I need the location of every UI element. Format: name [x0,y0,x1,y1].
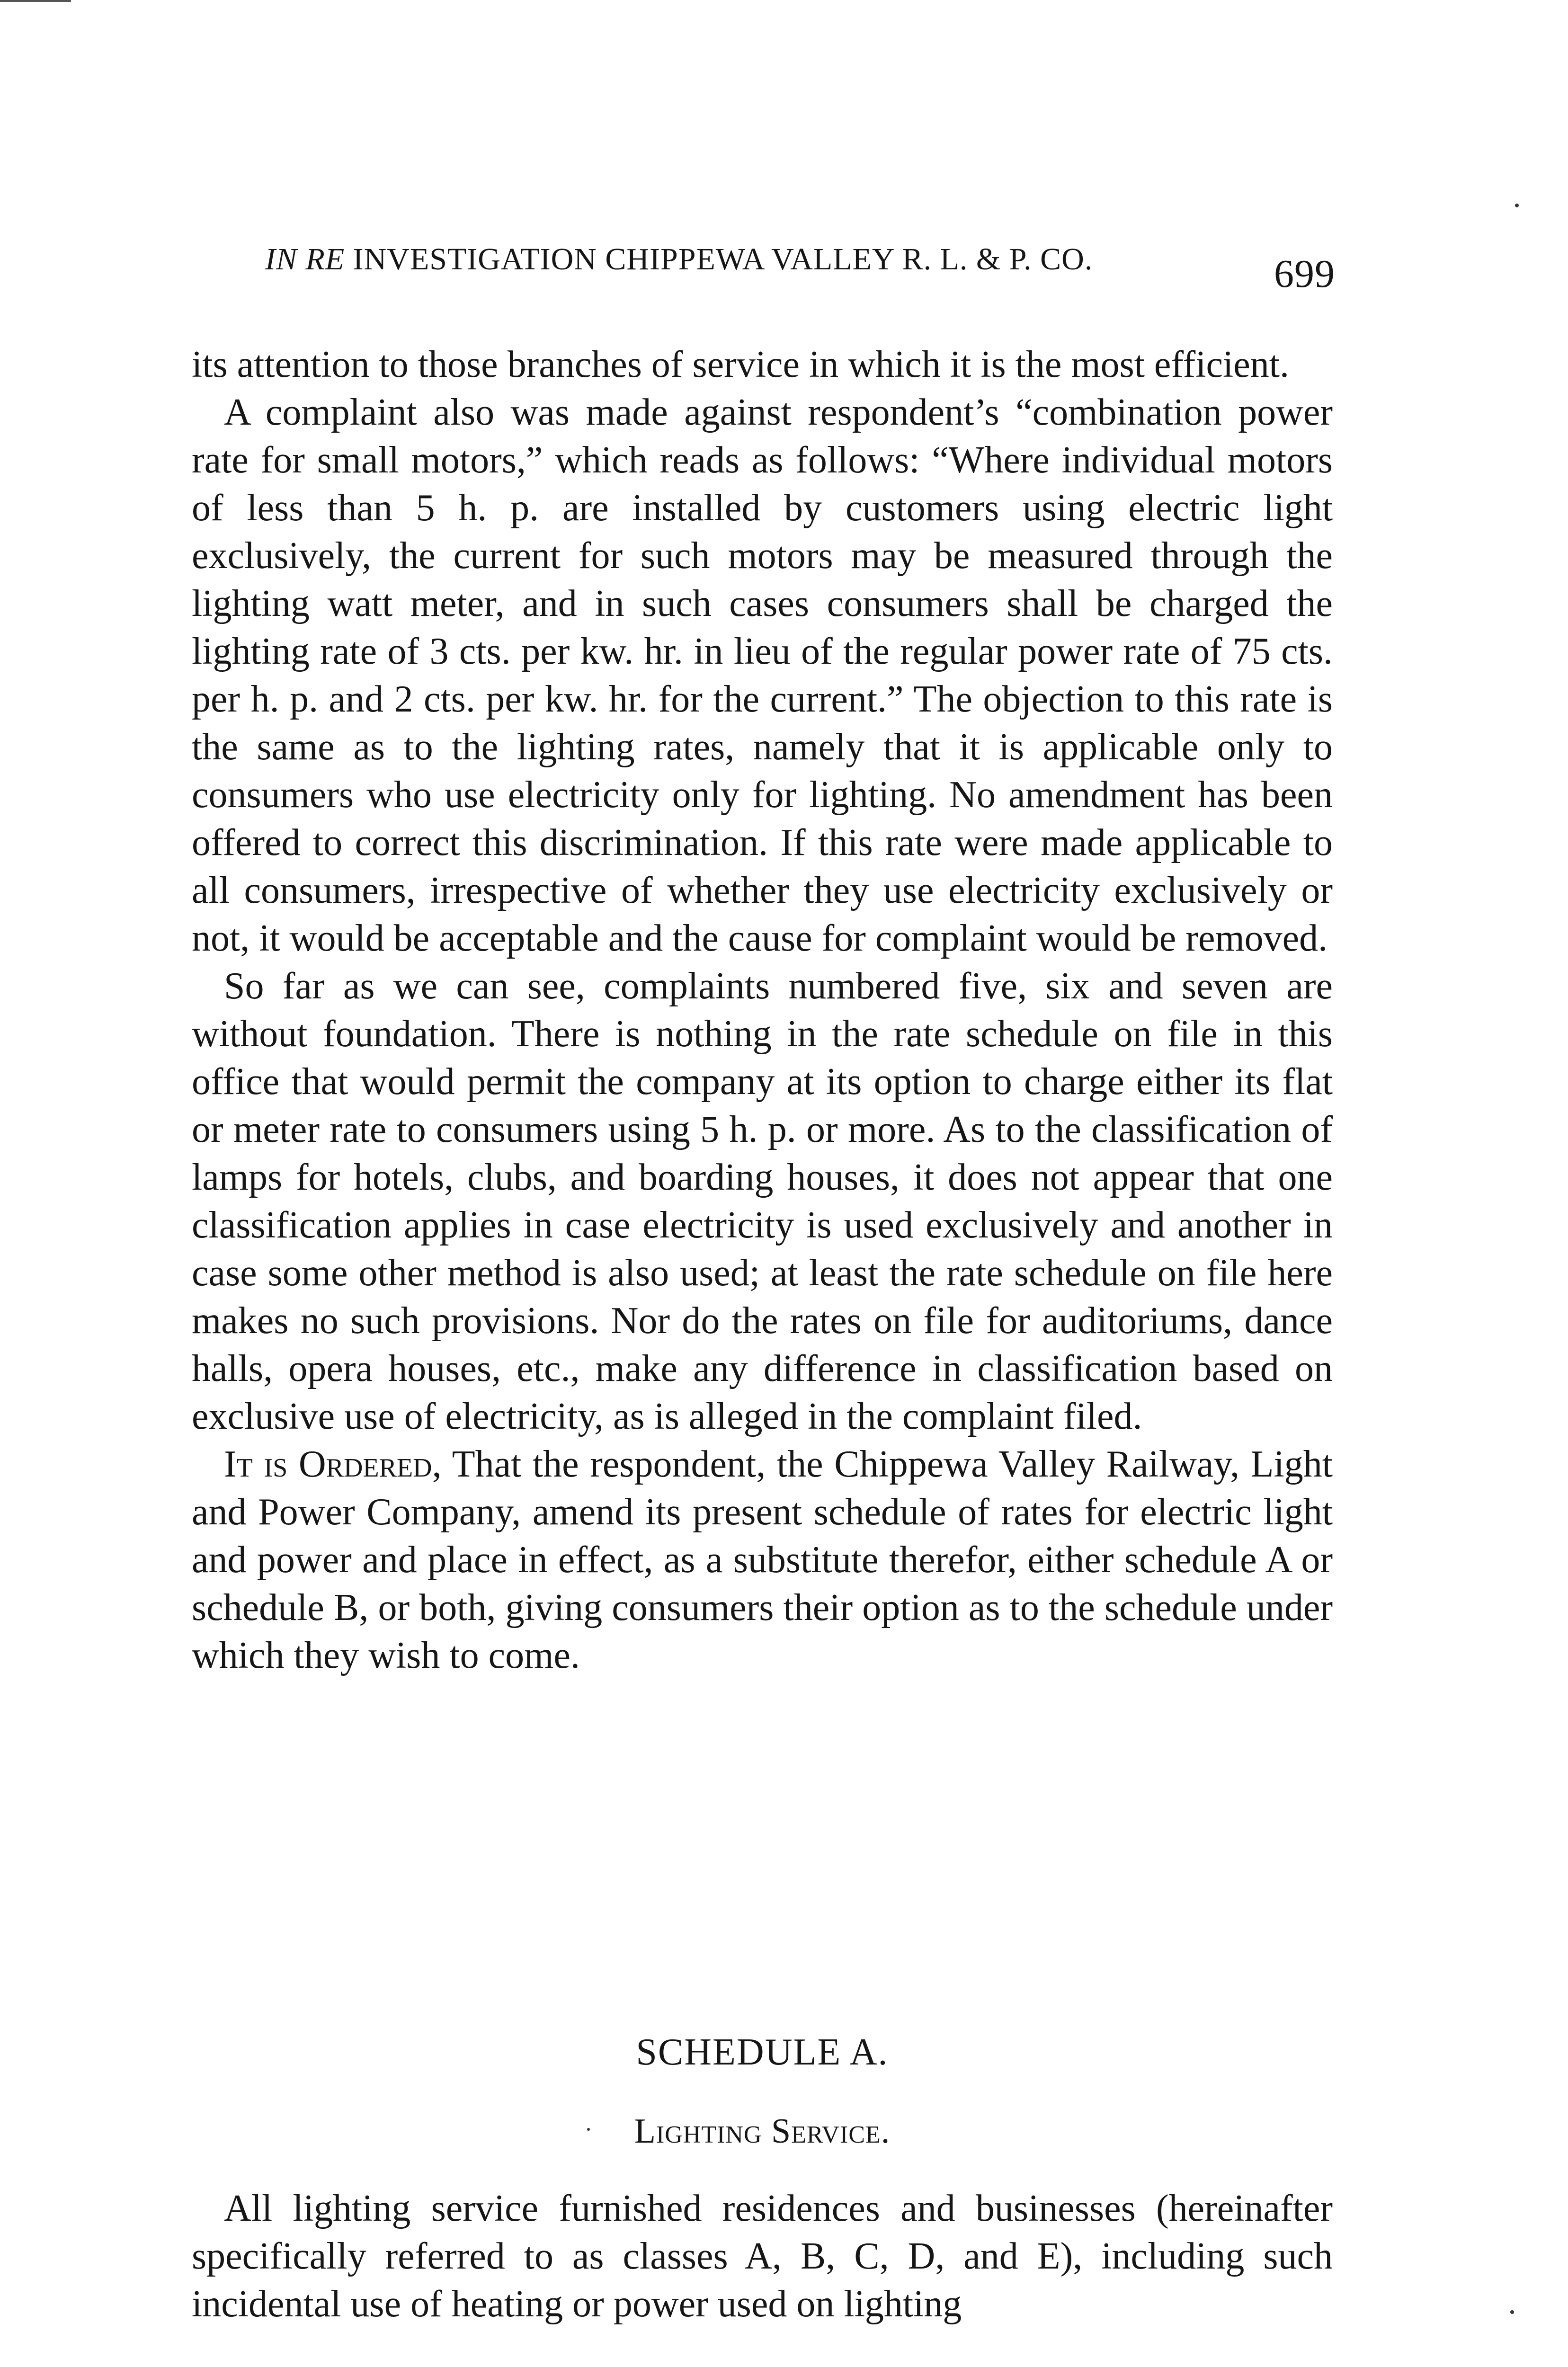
scan-speck [1510,2310,1514,2314]
paragraph-combination-rate: A complaint also was made against respondent’s “combination power rate for small motors,” which reads as follows: “Where individual motors of less than 5 h. p. are installed by customers using electric light exclusively, the current for such motors may be measured through the lighting watt meter, and in such cases consumers shall be charged the lighting rate of 3 cts. per kw. hr. in lieu of the regular power rate of 75 cts. per h. p. and 2 cts. per kw. hr. for the current.” The objection to this rate is the same as to the lighting rates, namely that it is applicable only to consumers who use electricity only for lighting. No amendment has been offered to correct this discrimination. If this rate were made applicable to all consumers, irrespective of whether they use electricity exclusively or not, it would be acceptable and the cause for complaint would be removed. [192,392,1333,959]
order-lead: It is Ordered, [224,1443,442,1485]
scan-edge-line [0,0,71,2]
schedule-heading: SCHEDULE A. [636,2031,889,2073]
running-header [265,241,1335,296]
paragraph-continuation: its attention to those branches of service in which it is the most efficient. [192,344,1289,385]
schedule-body-text [192,2185,1333,2328]
page-number: 699 [1274,252,1335,296]
order-text: That the respondent, the Chippewa Valley Railway, Light and Power Company, amend its present schedule of rates for electric light and power and place in effect, as a substitute therefor, either schedule A or schedule B, or both, giving consumers their option as to the schedule under which they wish to come. [192,1443,1333,1676]
scan-speck [587,2128,590,2131]
paragraph-complaints: So far as we can see, complaints numbered five, six and seven are without foundation. There is nothing in the rate schedule on file in this office that would permit the company at its option to charge either its flat or meter rate to consumers using 5 h. p. or more. As to the classification of lamps for hotels, clubs, and boarding houses, it does not appear that one classification applies in case electricity is used exclusively and another in case some other method is also used; at least the rate schedule on file here makes no such provisions. Nor do the rates on file for auditoriums, dance halls, opera houses, etc., make any difference in classification based on exclusive use of electricity, as is alleged in the complaint filed. [192,965,1333,1437]
section-heading: Lighting Service. [634,2112,891,2151]
body-text [192,341,1333,1680]
paragraph-order [192,1441,1333,1680]
paragraph-lighting-service: All lighting service furnished residences and businesses (hereinafter specifically referred to as classes A, B, C, D, and E), including such incidental use of heating or power used on lighting [192,2188,1333,2325]
header-title: INVESTIGATION CHIPPEWA VALLEY R. L. & P. CO. [353,242,1093,276]
header-prefix: IN RE [265,242,345,276]
scan-speck [1515,204,1519,207]
